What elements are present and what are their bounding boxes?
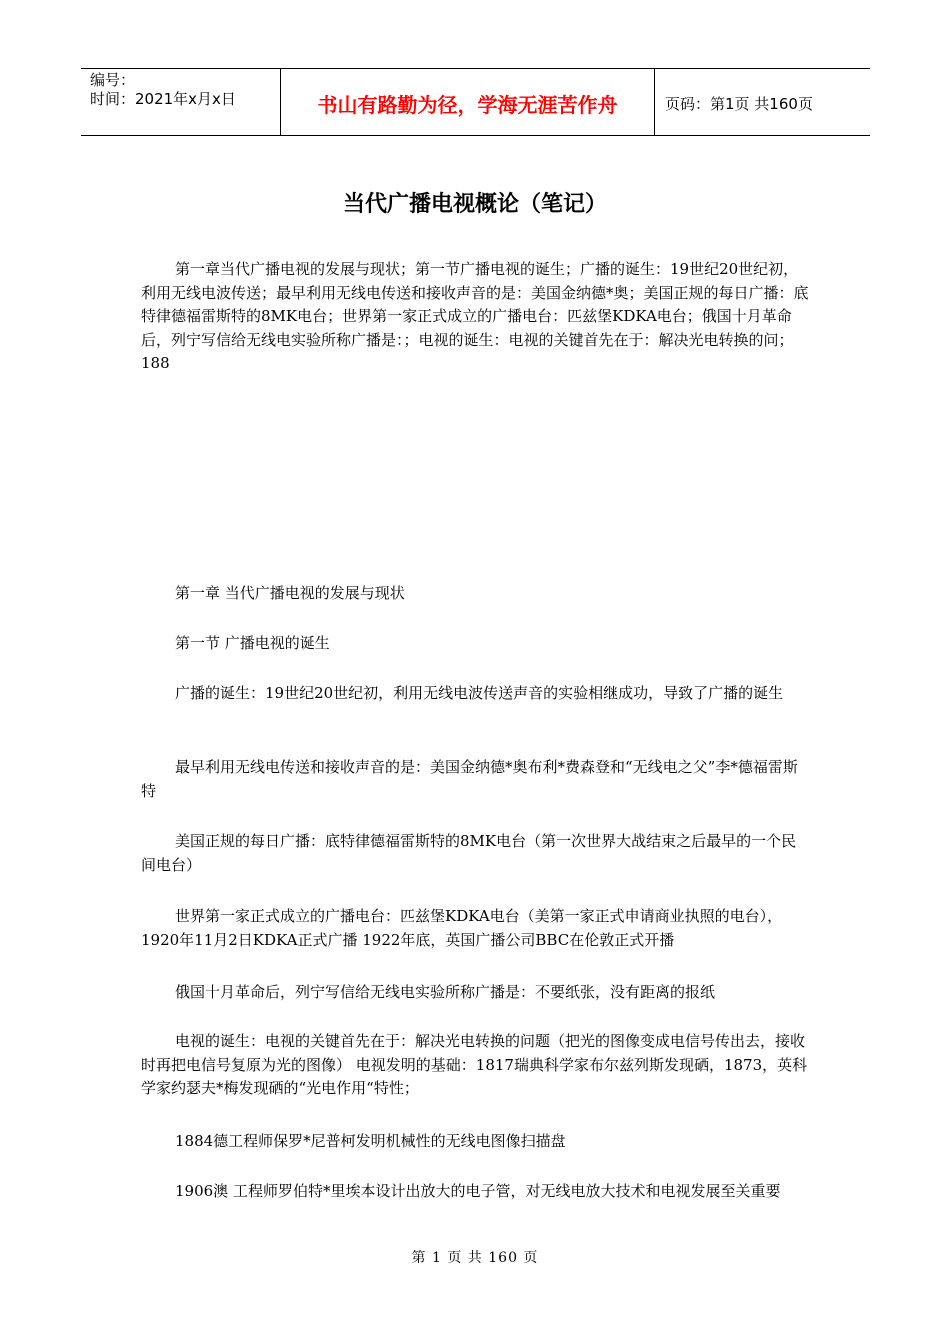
header-page-code: 页码：第1页 共160页 [665, 94, 813, 113]
summary-paragraph: 第一章当代广播电视的发展与现状；第一节广播电视的诞生；广播的诞生：19世纪20世纪初，利用无线电波传送；最早利用无线电传送和接收声音的是：美国金纳德*奥；美国正规的每日广播：底特律德福雷斯特的8MK电台；世界第一家正式成立的广播电台：匹兹堡KDKA电台；俄国十月革命后，列宁写信给无线电实验所称广播是：；电视的诞生：电视的关键首先在于：解决光电转换的问；188 [141, 260, 809, 372]
chapter-heading: 第一章 当代广播电视的发展与现状 [175, 584, 405, 602]
body-paragraph: 俄国十月革命后，列宁写信给无线电实验所称广播是：不要纸张，没有距离的报纸 [175, 983, 716, 1001]
body-paragraph: 最早利用无线电传送和接收声音的是：美国金纳德*奥布利*费森登和“无线电之父”李*德福雷斯特 [141, 758, 798, 800]
header-motto: 书山有路勤为径，学海无涯苦作舟 [281, 69, 655, 135]
page-footer: 第 1 页 共 160 页 [411, 1250, 539, 1266]
document-title: 当代广播电视概论（笔记） [342, 192, 607, 217]
body-paragraph: 1906澳 工程师罗伯特*里埃本设计出放大的电子管，对无线电放大技术和电视发展至关重要 [175, 1182, 781, 1200]
body-paragraph: 电视的诞生：电视的关键首先在于：解决光电转换的问题（把光的图像变成电信号传出去，接收时再把电信号复原为光的图像） 电视发明的基础：1817瑞典科学家布尔兹列斯发现硒，1873，英科学家约瑟夫*梅发现硒的“光电作用“特性； [141, 1032, 808, 1097]
body-paragraph: 世界第一家正式成立的广播电台：匹兹堡KDKA电台（美第一家正式申请商业执照的电台），1920年11月2日KDKA正式广播 1922年底，英国广播公司BBC在伦敦正式开播 [141, 907, 783, 949]
body-paragraph: 广播的诞生：19世纪20世纪初，利用无线电波传送声音的实验相继成功，导致了广播的诞生 [175, 684, 784, 702]
body-paragraph: 1884德工程师保罗*尼普柯发明机械性的无线电图像扫描盘 [175, 1132, 566, 1150]
header-table [81, 68, 870, 136]
header-meta-cell [81, 69, 281, 135]
time-label: 时间：2021年x月x日 [90, 90, 236, 108]
number-label: 编号： [90, 71, 136, 89]
section-heading: 第一节 广播电视的诞生 [175, 634, 330, 652]
body-paragraph: 美国正规的每日广播：底特律德福雷斯特的8MK电台（第一次世界大战结束之后最早的一个民间电台） [141, 832, 797, 874]
